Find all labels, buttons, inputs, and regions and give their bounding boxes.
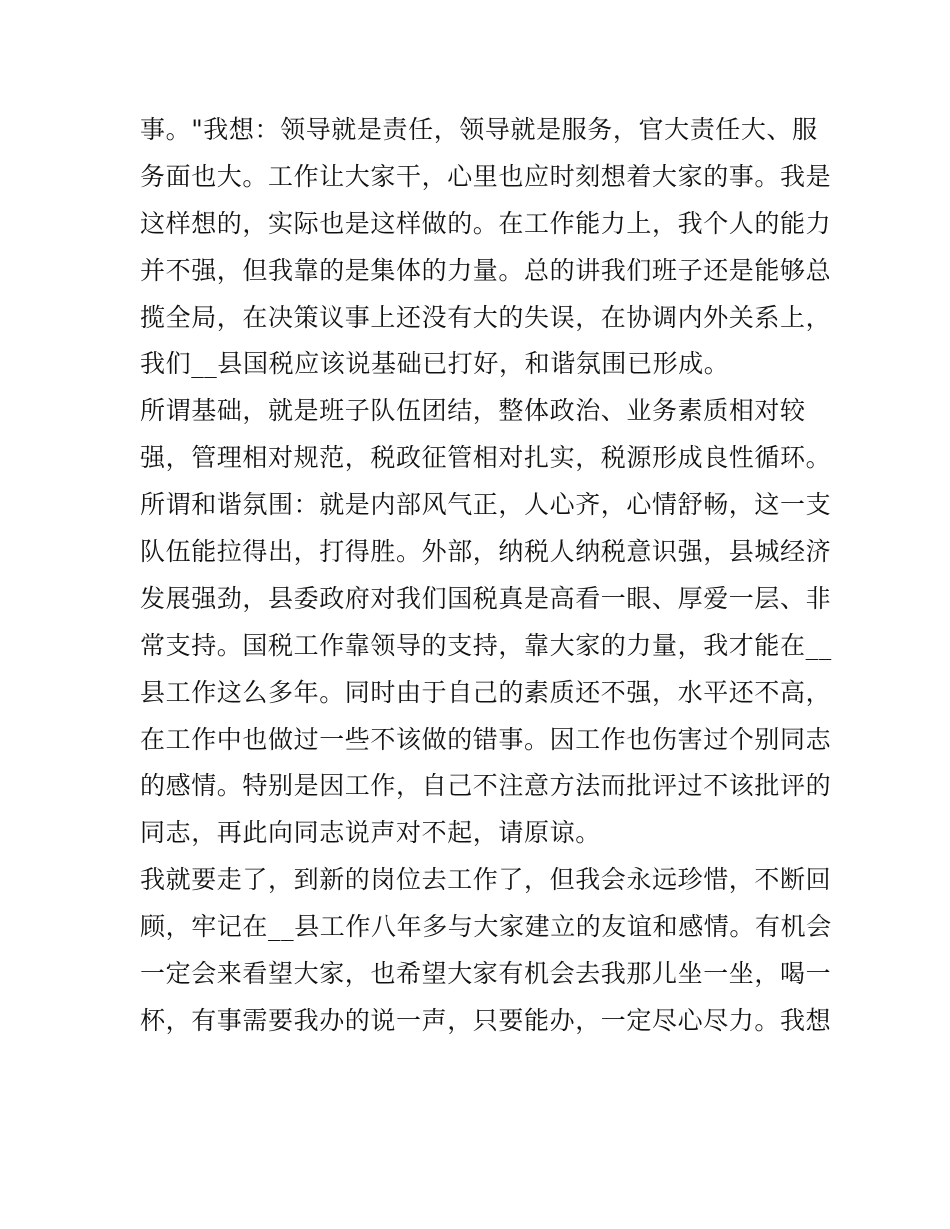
text-line: 并不强，但我靠的是集体的力量。总的讲我们班子还是能够总: [140, 255, 832, 285]
text-line: 揽全局，在决策议事上还没有大的失误，在协调内外关系上，: [140, 302, 832, 332]
text-line: 顾，牢记在__县工作八年多与大家建立的友谊和感情。有机会: [140, 912, 832, 942]
text-line: 我们__县国税应该说基础已打好，和谐氛围已形成。: [140, 349, 730, 379]
text-line: 一定会来看望大家，也希望大家有机会去我那儿坐一坐，喝一: [140, 959, 832, 989]
text-line: 所谓基础，就是班子队伍团结，整体政治、业务素质相对较: [140, 396, 806, 426]
text-line: 这样想的，实际也是这样做的。在工作能力上，我个人的能力: [140, 208, 832, 238]
text-line: 杯，有事需要我办的说一声，只要能办，一定尽心尽力。我想: [140, 1005, 832, 1035]
text-line: 事。"我想：领导就是责任，领导就是服务，官大责任大、服: [140, 115, 818, 144]
text-line: 常支持。国税工作靠领导的支持，靠大家的力量，我才能在__: [140, 630, 832, 660]
text-line: 队伍能拉得出，打得胜。外部，纳税人纳税意识强，县城经济: [140, 537, 832, 567]
text-line: 发展强劲，县委政府对我们国税真是高看一眼、厚爱一层、非: [140, 583, 832, 613]
text-line: 务面也大。工作让大家干，心里也应时刻想着大家的事。我是: [140, 161, 832, 191]
text-line: 所谓和谐氛围：就是内部风气正，人心齐，心情舒畅，这一支: [140, 490, 832, 520]
text-line: 强，管理相对规范，税政征管相对扎实，税源形成良性循环。: [140, 443, 832, 473]
text-line: 我就要走了，到新的岗位去工作了，但我会永远珍惜，不断回: [140, 865, 832, 895]
text-line: 的感情。特别是因工作，自己不注意方法而批评过不该批评的: [140, 771, 832, 801]
text-line: 同志，再此向同志说声对不起，请原谅。: [140, 818, 601, 848]
text-line: 在工作中也做过一些不该做的错事。因工作也伤害过个别同志: [140, 724, 832, 754]
document-body: [140, 107, 832, 1045]
text-line: 县工作这么多年。同时由于自己的素质还不强，水平还不高，: [140, 677, 832, 707]
